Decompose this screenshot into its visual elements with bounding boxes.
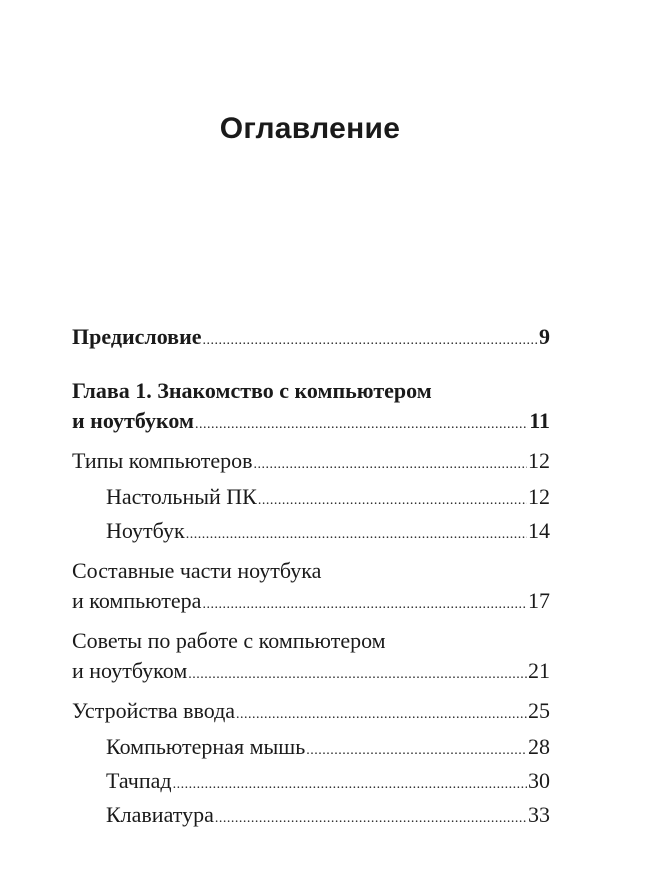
toc-entry-preface[interactable] bbox=[72, 322, 550, 356]
toc-entry-title: Тачпад bbox=[106, 768, 172, 793]
toc-entry-mouse[interactable] bbox=[72, 732, 550, 766]
page-number: 33 bbox=[528, 802, 550, 827]
toc-entry-computer-types[interactable] bbox=[72, 446, 550, 480]
dot-leader bbox=[236, 696, 527, 730]
page-number: 21 bbox=[528, 658, 550, 683]
toc-entry-title-line-1: Составные части ноутбука bbox=[72, 558, 322, 583]
dot-leader bbox=[306, 732, 527, 766]
toc-entry-title: Ноутбук bbox=[106, 518, 185, 543]
toc-entry-touchpad[interactable] bbox=[72, 766, 550, 800]
toc-entry-title: Предисловие bbox=[72, 324, 202, 349]
dot-leader bbox=[203, 322, 538, 356]
dot-leader bbox=[202, 586, 527, 620]
page-number: 30 bbox=[528, 768, 550, 793]
dot-leader bbox=[195, 406, 528, 440]
toc-entry-desktop-pc[interactable] bbox=[72, 482, 550, 516]
page-title: Оглавление bbox=[219, 112, 401, 145]
page-number: 11 bbox=[529, 408, 550, 433]
page-number: 14 bbox=[528, 518, 550, 543]
toc-entry-title-line-1: Советы по работе с компьютером bbox=[72, 628, 386, 653]
table-of-contents bbox=[72, 322, 550, 834]
toc-entry-title: Компьютерная мышь bbox=[106, 734, 306, 759]
dot-leader bbox=[173, 766, 527, 800]
page-number: 28 bbox=[528, 734, 550, 759]
toc-entry-components[interactable] bbox=[72, 556, 550, 620]
toc-entry-title: Настольный ПК bbox=[106, 484, 257, 509]
page-number: 12 bbox=[528, 448, 550, 473]
toc-entry-laptop[interactable] bbox=[72, 516, 550, 550]
toc-entry-title-line-1: Глава 1. Знакомство с компьютером bbox=[72, 378, 432, 403]
page-number: 17 bbox=[528, 588, 550, 613]
toc-entry-title-line-2: и ноутбуком bbox=[72, 658, 188, 683]
page-number: 9 bbox=[539, 324, 550, 349]
dot-leader bbox=[186, 516, 527, 550]
toc-entry-title-line-2: и компьютера bbox=[72, 588, 202, 613]
toc-entry-title: Типы компьютеров bbox=[72, 448, 253, 473]
toc-entry-tips[interactable] bbox=[72, 626, 550, 690]
page-number: 12 bbox=[528, 484, 550, 509]
dot-leader bbox=[188, 656, 527, 690]
toc-entry-keyboard[interactable] bbox=[72, 800, 550, 834]
dot-leader bbox=[215, 800, 527, 834]
toc-entry-chapter-1[interactable] bbox=[72, 376, 550, 440]
dot-leader bbox=[254, 446, 527, 480]
toc-entry-title: Клавиатура bbox=[106, 802, 214, 827]
page-number: 25 bbox=[528, 698, 550, 723]
toc-entry-input-devices[interactable] bbox=[72, 696, 550, 730]
toc-entry-title-line-2: и ноутбуком bbox=[72, 408, 194, 433]
dot-leader bbox=[258, 482, 527, 516]
toc-entry-title: Устройства ввода bbox=[72, 698, 236, 723]
